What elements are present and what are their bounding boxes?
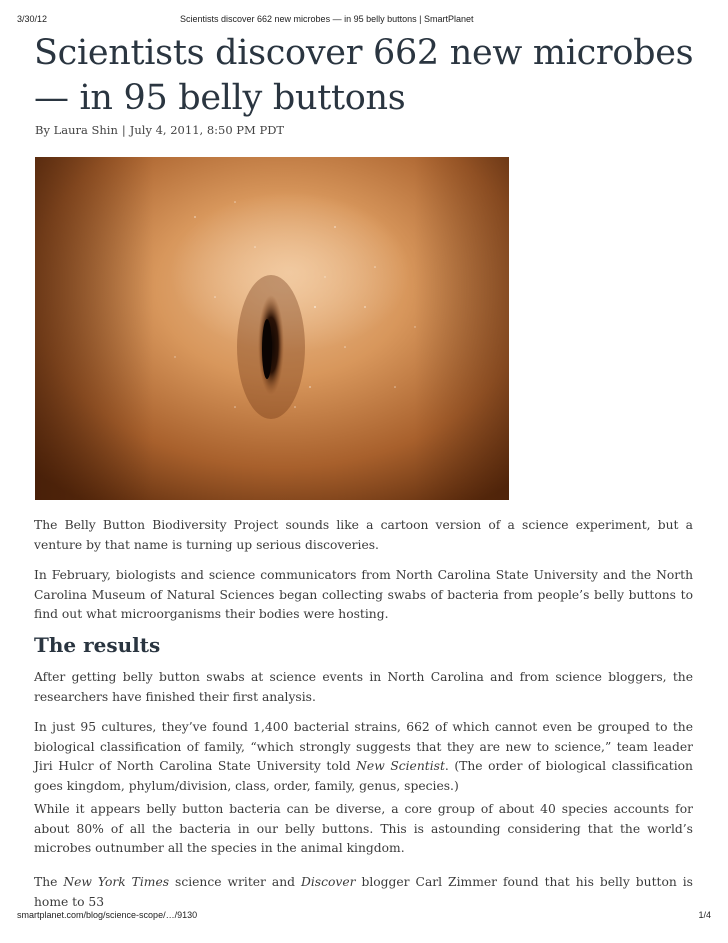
paragraph bbox=[34, 873, 693, 912]
publication-name: New Scientist bbox=[356, 759, 445, 773]
article-headline: Scientists discover 662 new microbes — in 95 belly buttons bbox=[34, 33, 694, 118]
section-heading: The results bbox=[34, 633, 161, 657]
publish-date: July 4, 2011, 8:50 PM PDT bbox=[129, 123, 285, 137]
page-number: 1/4 bbox=[698, 910, 711, 920]
hero-image bbox=[35, 157, 509, 500]
author-link[interactable]: Laura Shin bbox=[53, 123, 118, 137]
paragraph-text: science writer and bbox=[169, 875, 301, 889]
print-date: 3/30/12 bbox=[17, 14, 48, 24]
paragraph: In February, biologists and science communicators from North Carolina State University and the North Carolina Museum of Natural Sciences began collecting swabs of bacteria from people’s belly buttons to find out what microorganisms their bodies were hosting. bbox=[34, 568, 693, 621]
paragraph: While it appears belly button bacteria can be diverse, a core group of about 40 species accounts for about 80% of all the bacteria in our belly buttons. This is astounding considering that the world’s microbes outnumber all the species in the animal kingdom. bbox=[34, 802, 693, 855]
paragraph-text: . (The order of biological classification goes kingdom, phylum/division, class, order, family, genus, species.) bbox=[34, 759, 693, 793]
paragraph-text: In just 95 cultures, they’ve found 1,400 bacterial strains, 662 of which cannot even be grouped to the biological classification of family, “which strongly suggests that they are new to science,” team leader Jiri Hulcr of North Carolina State University told bbox=[34, 720, 693, 773]
paragraph-text: blogger Carl Zimmer found that his belly button is home to 53 bbox=[34, 875, 693, 909]
paragraph-text: The bbox=[34, 875, 64, 889]
byline-prefix: By bbox=[35, 123, 50, 137]
print-header bbox=[0, 14, 728, 28]
print-page-title: Scientists discover 662 new microbes — in 95 belly buttons | SmartPlanet bbox=[180, 14, 474, 24]
print-footer bbox=[0, 910, 728, 924]
print-url: smartplanet.com/blog/science-scope/…/9130 bbox=[17, 910, 198, 920]
byline-separator: | bbox=[121, 123, 126, 137]
paragraph bbox=[34, 718, 693, 796]
publication-name: New York Times bbox=[63, 875, 170, 889]
paragraph: After getting belly button swabs at science events in North Carolina and from science bloggers, the researchers have finished their first analysis. bbox=[34, 670, 693, 704]
paragraph: The Belly Button Biodiversity Project sounds like a cartoon version of a science experiment, but a venture by that name is turning up serious discoveries. bbox=[34, 518, 693, 552]
byline bbox=[35, 123, 284, 137]
publication-name: Discover bbox=[300, 875, 356, 889]
